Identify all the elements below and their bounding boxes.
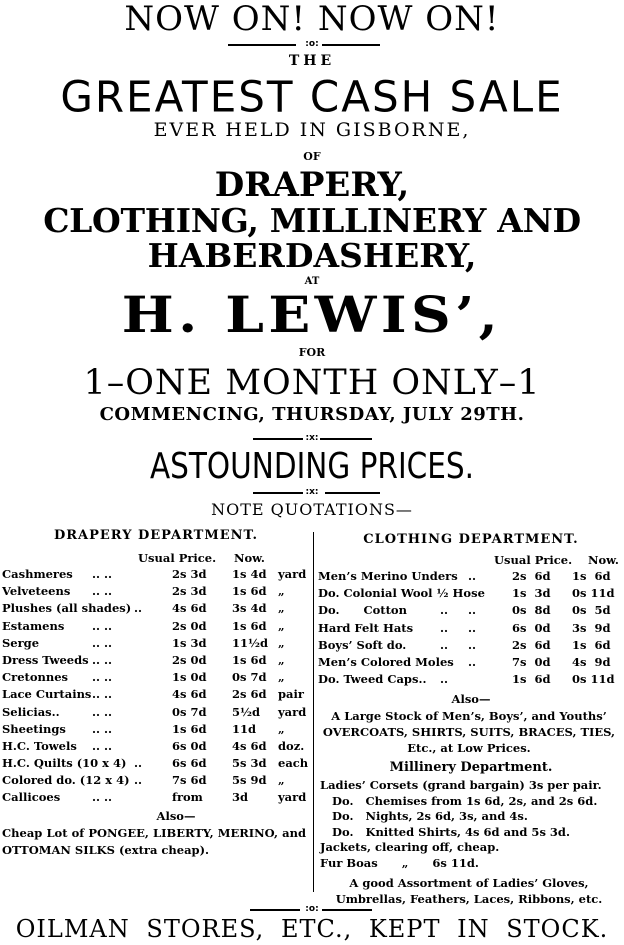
drapery-item-name: Sheetings bbox=[2, 721, 66, 736]
clothing-usual-price: 1s 3d bbox=[512, 586, 551, 601]
millinery-list bbox=[318, 778, 624, 871]
clothing-item-dots: .. .. bbox=[440, 637, 477, 652]
note-quotations-text: NOTE QUOTATIONS— bbox=[211, 500, 413, 519]
millinery-title: Millinery Department. bbox=[389, 760, 553, 776]
drapery-item-name: Cashmeres bbox=[2, 567, 73, 581]
drapery-item-dots: .. .. bbox=[92, 567, 113, 581]
drapery-row bbox=[2, 566, 310, 583]
drapery-usual-price: 1s 0d bbox=[172, 670, 207, 685]
clothing-item-dots: .. .. bbox=[440, 603, 477, 618]
drapery-item-name: Plushes (all shades) bbox=[2, 601, 132, 616]
drapery-unit: yard bbox=[278, 567, 307, 581]
drapery-now-price: 1s 6d bbox=[232, 652, 267, 667]
drapery-item-dots: .. .. bbox=[92, 738, 113, 753]
drapery-now-price: 11½d bbox=[232, 635, 269, 650]
gloves-text: A good Assortment of Ladies’ Gloves, Umbrellas, Feathers, Laces, Ribbons, etc. bbox=[335, 876, 603, 907]
clothing-row bbox=[318, 671, 624, 688]
clothing-row bbox=[318, 602, 624, 619]
ever-held-text: EVER HELD IN GISBORNE, bbox=[153, 119, 471, 141]
drapery-unit: each bbox=[278, 756, 309, 771]
clothing-item-name: Boys’ Soft do. bbox=[318, 637, 407, 652]
separator bbox=[0, 903, 624, 915]
silks-lot-text: Cheap Lot of PONGEE, LIBERTY, MERINO, and OTTOMAN SILKS (extra cheap). bbox=[2, 825, 306, 857]
drapery-heading: DRAPERY, bbox=[214, 165, 410, 205]
separator-mark: :o: bbox=[305, 904, 319, 914]
drapery-unit: doz. bbox=[278, 738, 305, 753]
drapery-usual-price: 0s 7d bbox=[172, 704, 207, 719]
drapery-header-row bbox=[2, 550, 310, 566]
clothing-now-price: 3s 9d bbox=[572, 620, 611, 635]
drapery-item-dots: .. bbox=[134, 773, 143, 788]
drapery-item-dots: .. .. bbox=[92, 790, 113, 805]
drapery-now-price: 2s 6d bbox=[232, 687, 267, 702]
clothing-item-name: Hard Felt Hats bbox=[318, 620, 414, 635]
drapery-unit: yard bbox=[278, 790, 307, 805]
drapery-unit: „ bbox=[278, 652, 285, 667]
drapery-usual-price: 4s 6d bbox=[172, 687, 207, 702]
drapery-row bbox=[2, 669, 310, 686]
separator bbox=[0, 432, 624, 444]
drapery-now-price: 5s 9d bbox=[232, 773, 267, 788]
drapery-item-name: Callicoes bbox=[2, 790, 61, 805]
clothing-now-price: 0s 11d bbox=[572, 586, 615, 601]
drapery-usual-price: 2s 0d bbox=[172, 652, 207, 667]
separator bbox=[0, 38, 624, 50]
millinery-item: Do. Nights, 2s 6d, 3s, and 4s. bbox=[332, 809, 528, 824]
clothing-usual-price: 6s 0d bbox=[512, 620, 551, 635]
drapery-now-price: 3s 4d bbox=[232, 601, 267, 616]
drapery-row bbox=[2, 772, 310, 789]
now-on-heading: NOW ON! NOW ON! bbox=[124, 0, 500, 39]
drapery-usual-price: 1s 6d bbox=[172, 721, 207, 736]
clothing-row bbox=[318, 585, 624, 602]
drapery-now-price: 3d bbox=[232, 790, 249, 805]
drapery-row bbox=[2, 583, 310, 600]
of-text: OF bbox=[303, 150, 321, 163]
greatest-cash-sale-heading: GREATEST CASH SALE bbox=[60, 71, 564, 122]
h-lewis-heading: H. LEWIS’, bbox=[121, 285, 503, 344]
drapery-now-price: 4s 6d bbox=[232, 738, 267, 753]
drapery-row bbox=[2, 755, 310, 772]
drapery-title: DRAPERY DEPARTMENT. bbox=[53, 528, 259, 543]
drapery-row bbox=[2, 600, 310, 617]
large-stock-text: A Large Stock of Men’s, Boys’, and Youths’ OVERCOATS, SHIRTS, SUITS, BRACES, TIES, Etc., at Low Prices. bbox=[322, 709, 616, 756]
clothing-now-price: 1s 6d bbox=[572, 637, 611, 652]
drapery-item-name: Colored do. (12 x 4) bbox=[2, 773, 130, 788]
clothing-now-price: 0s 5d bbox=[572, 603, 611, 618]
drapery-usual-price: from bbox=[172, 790, 203, 805]
clothing-usual-price: 7s 0d bbox=[512, 654, 551, 669]
clothing-item-dots: .. .. bbox=[440, 620, 477, 635]
drapery-item-dots: .. .. bbox=[92, 670, 113, 685]
drapery-unit: „ bbox=[278, 618, 285, 633]
millinery-item: Do. Chemises from 1s 6d, 2s, and 2s 6d. bbox=[332, 793, 598, 808]
drapery-item-dots: .. .. bbox=[92, 618, 113, 633]
drapery-unit: „ bbox=[278, 721, 285, 736]
drapery-item-name: Estamens bbox=[2, 618, 65, 633]
commencing-text: COMMENCING, THURSDAY, JULY 29TH. bbox=[99, 404, 525, 425]
clothing-item-name: Do. Tweed Caps.. bbox=[318, 672, 427, 687]
column-divider bbox=[313, 532, 314, 892]
one-month-only-heading: 1–ONE MONTH ONLY–1 bbox=[83, 363, 541, 403]
millinery-item: Jackets, clearing off, cheap. bbox=[320, 840, 500, 855]
drapery-now-price: 1s 6d bbox=[232, 584, 267, 599]
drapery-row bbox=[2, 635, 310, 652]
drapery-unit: „ bbox=[278, 584, 285, 599]
drapery-usual-price: 6s 0d bbox=[172, 738, 207, 753]
drapery-item-name: Selicias.. bbox=[2, 704, 60, 719]
drapery-item-dots: .. .. bbox=[92, 687, 113, 702]
the-text: THE bbox=[288, 53, 336, 69]
drapery-also: Also— bbox=[156, 808, 196, 823]
for-text: FOR bbox=[298, 346, 326, 359]
clothing-row bbox=[318, 637, 624, 654]
drapery-unit: yard bbox=[278, 704, 307, 719]
clothing-usual-price: 2s 6d bbox=[512, 637, 551, 652]
drapery-unit: „ bbox=[278, 773, 285, 788]
drapery-item-name: H.C. Quilts (10 x 4) bbox=[2, 756, 127, 771]
drapery-unit: „ bbox=[278, 635, 285, 650]
drapery-item-dots: .. .. bbox=[92, 721, 113, 736]
clothing-department bbox=[318, 528, 624, 907]
now-header: Now. bbox=[588, 553, 619, 567]
drapery-item-dots: .. bbox=[134, 601, 143, 616]
drapery-usual-price: 2s 3d bbox=[172, 567, 207, 581]
drapery-now-price: 5½d bbox=[232, 704, 261, 719]
drapery-item-name: Cretonnes bbox=[2, 670, 69, 685]
clothing-item-name: Men’s Colored Moles bbox=[318, 654, 454, 669]
drapery-row bbox=[2, 686, 310, 703]
drapery-usual-price: 1s 3d bbox=[172, 635, 207, 650]
clothing-item-dots: .. bbox=[468, 654, 477, 669]
drapery-usual-price: 4s 6d bbox=[172, 601, 207, 616]
clothing-item-dots: .. bbox=[440, 672, 449, 687]
drapery-item-dots: .. .. bbox=[92, 635, 113, 650]
drapery-unit: „ bbox=[278, 670, 285, 685]
millinery-item: Fur Boas „ 6s 11d. bbox=[320, 855, 479, 870]
drapery-now-price: 11d bbox=[232, 721, 257, 736]
drapery-item-name: Dress Tweeds bbox=[2, 652, 89, 667]
drapery-now-price: 1s 4d bbox=[232, 567, 267, 581]
drapery-usual-price: 6s 6d bbox=[172, 756, 207, 771]
astounding-prices-heading: ASTOUNDING PRICES. bbox=[149, 446, 475, 487]
drapery-usual-price: 7s 6d bbox=[172, 773, 207, 788]
drapery-item-name: H.C. Towels bbox=[2, 738, 77, 753]
drapery-item-name: Serge bbox=[2, 635, 40, 650]
now-header: Now. bbox=[234, 551, 265, 565]
drapery-item-name: Lace Curtains bbox=[2, 687, 92, 702]
separator-mark: :x: bbox=[305, 433, 319, 443]
separator-mark: :o: bbox=[305, 39, 319, 49]
clothing-now-price: 1s 6d bbox=[572, 569, 611, 583]
clothing-also: Also— bbox=[451, 692, 491, 707]
drapery-row bbox=[2, 652, 310, 669]
millinery-item: Ladies’ Corsets (grand bargain) 3s per pair. bbox=[320, 778, 602, 793]
at-text: AT bbox=[304, 276, 320, 287]
usual-price-header: Usual Price. bbox=[494, 553, 573, 567]
clothing-header-row bbox=[318, 552, 624, 568]
drapery-item-dots: .. .. bbox=[92, 652, 113, 667]
clothing-row bbox=[318, 654, 624, 671]
clothing-now-price: 4s 9d bbox=[572, 654, 611, 669]
separator bbox=[0, 486, 624, 498]
clothing-item-name: Do. Cotton bbox=[318, 603, 407, 618]
clothing-millinery-heading: CLOTHING, MILLINERY AND bbox=[43, 201, 581, 240]
millinery-item: Do. Knitted Shirts, 4s 6d and 5s 3d. bbox=[332, 824, 570, 839]
clothing-item-name: Do. Colonial Wool ½ Hose bbox=[318, 586, 485, 601]
separator-mark: :x: bbox=[305, 487, 319, 497]
drapery-row bbox=[2, 738, 310, 755]
clothing-item-name: Men’s Merino Unders bbox=[318, 569, 458, 583]
drapery-usual-price: 2s 0d bbox=[172, 618, 207, 633]
drapery-row bbox=[2, 704, 310, 721]
clothing-now-price: 0s 11d bbox=[572, 672, 615, 687]
usual-price-header: Usual Price. bbox=[138, 551, 217, 565]
drapery-now-price: 1s 6d bbox=[232, 618, 267, 633]
oilman-stores-text: OILMAN STORES, ETC., KEPT IN STOCK. bbox=[15, 915, 609, 943]
drapery-now-price: 5s 3d bbox=[232, 756, 267, 771]
drapery-department bbox=[2, 528, 310, 859]
drapery-item-dots: .. .. bbox=[92, 704, 113, 719]
drapery-unit: pair bbox=[278, 687, 304, 702]
drapery-now-price: 0s 7d bbox=[232, 670, 267, 685]
drapery-usual-price: 2s 3d bbox=[172, 584, 207, 599]
clothing-usual-price: 0s 8d bbox=[512, 603, 551, 618]
drapery-item-dots: .. .. bbox=[92, 584, 113, 599]
drapery-row bbox=[2, 721, 310, 738]
drapery-unit: „ bbox=[278, 601, 285, 616]
drapery-item-dots: .. bbox=[134, 756, 143, 771]
drapery-item-name: Velveteens bbox=[2, 584, 71, 599]
drapery-row bbox=[2, 789, 310, 806]
haberdashery-heading: HABERDASHERY, bbox=[147, 236, 477, 275]
clothing-usual-price: 2s 6d bbox=[512, 569, 551, 583]
clothing-row bbox=[318, 620, 624, 637]
clothing-item-dots: .. bbox=[468, 569, 477, 583]
clothing-usual-price: 1s 6d bbox=[512, 672, 551, 687]
clothing-row bbox=[318, 568, 624, 585]
clothing-title: CLOTHING DEPARTMENT. bbox=[363, 532, 579, 547]
drapery-row bbox=[2, 618, 310, 635]
